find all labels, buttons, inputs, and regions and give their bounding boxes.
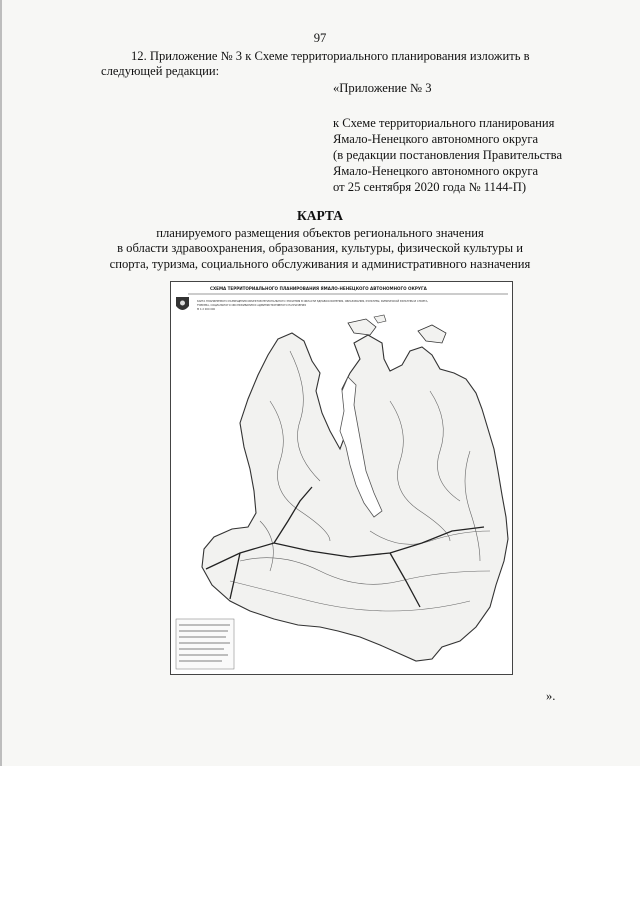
appendix-line: (в редакции постановления Правительства [333, 148, 563, 162]
map-caption-line: КАРТА ПЛАНИРУЕМОГО РАЗМЕЩЕНИЯ ОБЪЕКТОВ РЕГИОНАЛЬНОГО ЗНАЧЕНИЯ В ОБЛАСТИ ЗДРАВООХРАНЕНИЯ, ОБРАЗОВАНИЯ, КУЛЬТУРЫ, ФИЗИЧЕСКОЙ КУЛЬТУРЫ И СПОРТА, [197, 300, 429, 303]
scan-edge [0, 0, 2, 766]
map-title-line-1: планируемого размещения объектов регионального значения [156, 226, 484, 240]
paragraph-line-1: 12. Приложение № 3 к Схеме территориального планирования изложить в [131, 49, 530, 63]
map-title-line-2: в области здравоохранения, образования, культуры, физической культуры и [117, 241, 523, 255]
map-legend [176, 619, 234, 669]
page-number: 97 [313, 31, 327, 45]
appendix-line: от 25 сентября 2020 года № 1144-П) [333, 180, 527, 194]
closing-quote: ». [546, 689, 556, 703]
map-title-heading: КАРТА [296, 208, 344, 223]
map-banner: СХЕМА ТЕРРИТОРИАЛЬНОГО ПЛАНИРОВАНИЯ ЯМАЛО-НЕНЕЦКОГО АВТОНОМНОГО ОКРУГА [210, 286, 427, 291]
appendix-line: Ямало-Ненецкого автономного округа [333, 132, 539, 146]
appendix-subtitle [333, 115, 562, 195]
appendix-heading: «Приложение № 3 [333, 81, 432, 95]
appendix-line: Ямало-Ненецкого автономного округа [333, 164, 539, 178]
territory-map [170, 281, 513, 675]
paragraph-line-2: следующей редакции: [101, 64, 220, 78]
appendix-line: к Схеме территориального планирования [333, 116, 555, 130]
map-title-line-3: спорта, туризма, социального обслуживания и административного назначения [109, 257, 531, 271]
map-caption-line: М 1:2 000 000 [197, 308, 216, 311]
map-caption-line: ТУРИЗМА, СОЦИАЛЬНОГО ОБСЛУЖИВАНИЯ И АДМИНИСТРАТИВНОГО НАЗНАЧЕНИЯ [197, 304, 306, 307]
